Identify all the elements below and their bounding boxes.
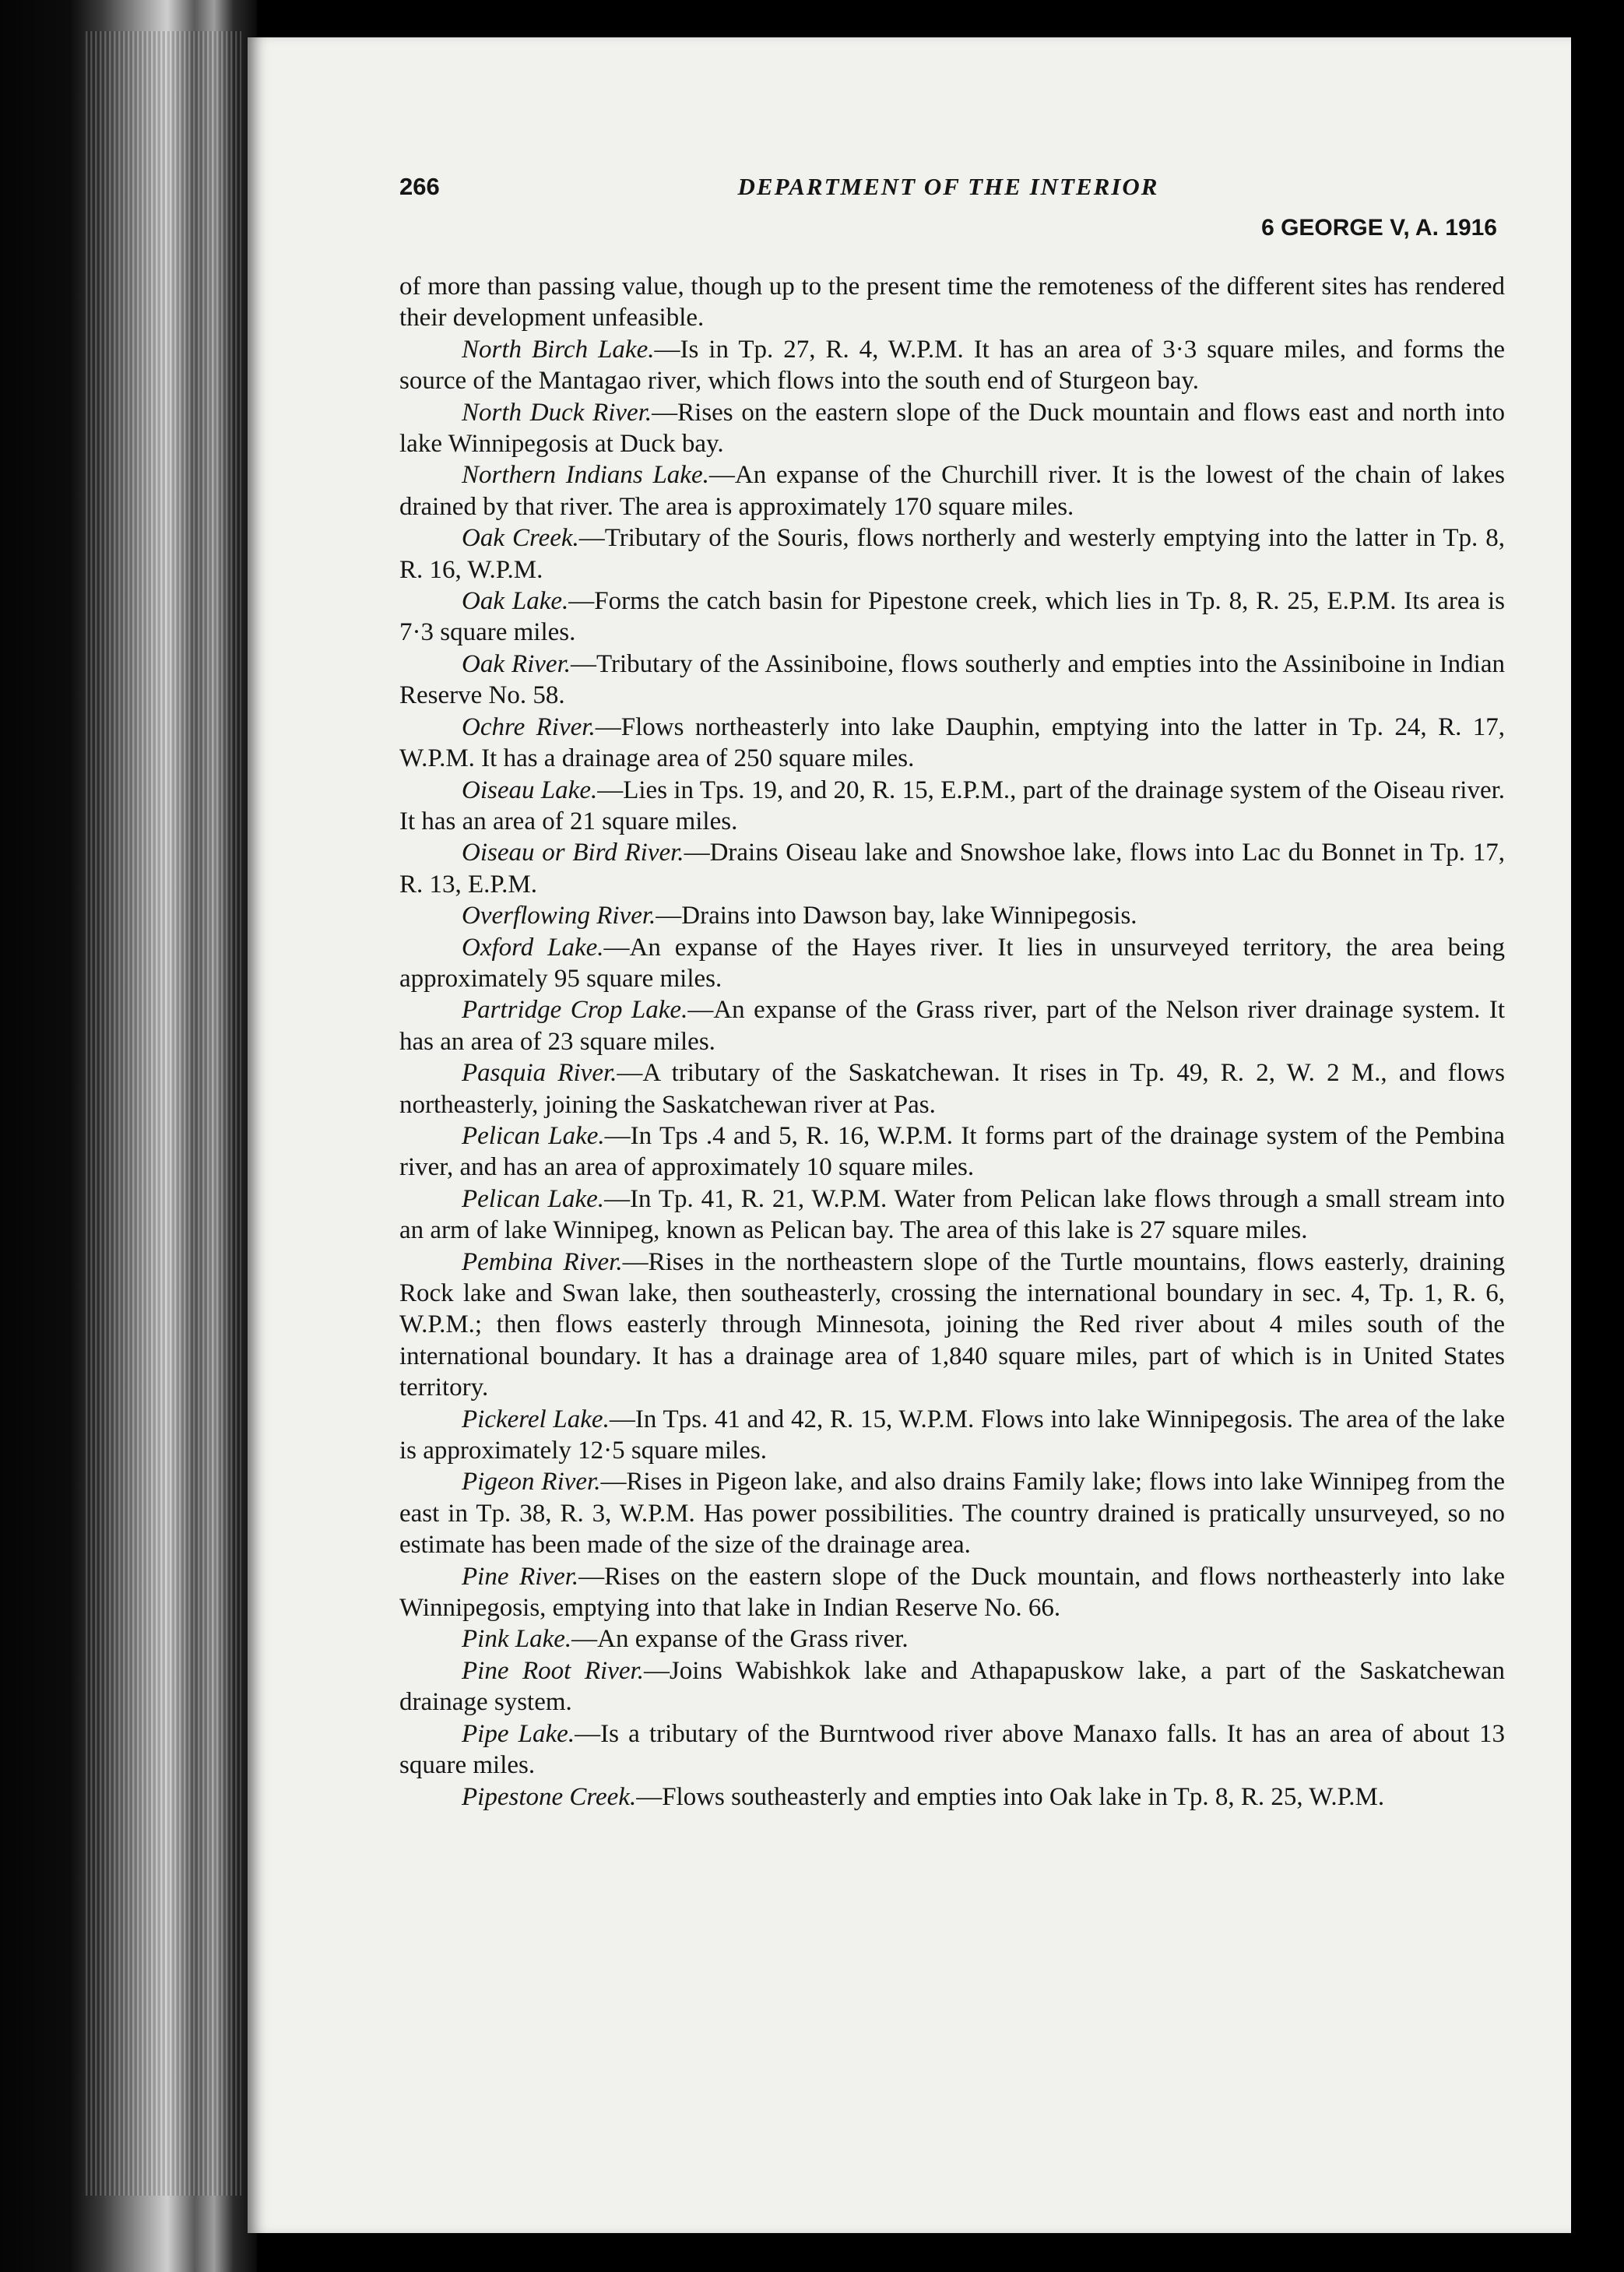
gazetteer-entry [399, 1183, 1505, 1247]
entry-description: —Is a tributary of the Burntwood river above Manaxo falls. It has an area of about 13 square miles. [399, 1719, 1506, 1780]
entry-term: Oak Creek. [462, 524, 579, 553]
book-binding-shadow [0, 0, 257, 2272]
gazetteer-entry [399, 932, 1505, 995]
gazetteer-entry [399, 334, 1505, 397]
gazetteer-entry [399, 712, 1505, 775]
entry-term: Pelican Lake. [462, 1184, 605, 1213]
gazetteer-entries [399, 334, 1505, 1813]
gazetteer-entry [399, 1247, 1505, 1404]
entry-description: —In Tps. 41 and 42, R. 15, W.P.M. Flows into lake Winnipegosis. The area of the lake is approximately 12·5 square miles. [399, 1405, 1505, 1465]
gazetteer-entry [399, 649, 1505, 712]
entry-description: —Forms the catch basin for Pipestone creek, which lies in Tp. 8, R. 25, E.P.M. Its area is 7·3 square miles. [399, 587, 1505, 647]
entry-description: —In Tp. 41, R. 21, W.P.M. Water from Pelican lake flows through a small stream into an arm of lake Winnipeg, known as Pelican bay. The area of this lake is 27 square miles. [399, 1184, 1506, 1245]
document-page [248, 37, 1571, 2233]
gazetteer-entry [399, 586, 1505, 649]
entry-description: —Lies in Tps. 19, and 20, R. 15, E.P.M., part of the drainage system of the Oiseau river. It has an area of 21 square miles. [399, 776, 1506, 835]
entry-description: —Rises on the eastern slope of the Duck mountain and flows east and north into lake Winnipegosis at Duck bay. [399, 398, 1505, 459]
continuation-paragraph: of more than passing value, though up to the present time the remoteness of the different sites has rendered their development unfeasible. [399, 273, 1505, 332]
entry-term: North Duck River. [462, 398, 652, 427]
entry-description: —An expanse of the Churchill river. It is the lowest of the chain of lakes drained by that river. The area is approximately 170 square miles. [399, 461, 1505, 521]
entry-term: Pasquia River. [462, 1059, 617, 1088]
gazetteer-entry [399, 994, 1505, 1057]
entry-term: Overflowing River. [462, 902, 656, 930]
entry-term: Ochre River. [462, 712, 596, 741]
gazetteer-entry [399, 1718, 1505, 1781]
entry-term: Oxford Lake. [462, 933, 604, 962]
gazetteer-entry [399, 1404, 1505, 1467]
gazetteer-entry [399, 775, 1505, 838]
gazetteer-entry [399, 1057, 1505, 1120]
binding-texture [86, 31, 241, 2196]
entry-term: Oak River. [462, 649, 571, 678]
running-head: DEPARTMENT OF THE INTERIOR [737, 173, 1159, 200]
entry-description: —An expanse of the Grass river. [571, 1625, 909, 1654]
entry-term: Pine River. [462, 1562, 579, 1591]
entry-description: —Joins Wabishkok lake and Athapapuskow lake, a part of the Saskatchewan drainage system. [399, 1656, 1505, 1717]
gazetteer-entry [399, 900, 1505, 931]
gazetteer-entry [399, 1466, 1505, 1560]
entry-description: —Flows southeasterly and empties into Oak lake in Tp. 8, R. 25, W.P.M. [636, 1782, 1385, 1811]
entry-term: Pipestone Creek. [462, 1782, 637, 1811]
gazetteer-entry [399, 837, 1505, 900]
entry-term: Pickerel Lake. [462, 1405, 610, 1433]
gazetteer-entry [399, 522, 1505, 586]
entry-term: North Birch Lake. [462, 335, 655, 364]
body-text [399, 271, 1505, 1813]
entry-term: Oak Lake. [462, 587, 569, 616]
entry-description: —Tributary of the Souris, flows northerly and westerly emptying into the latter in Tp. 8, R. 16, W.P.M. [399, 524, 1505, 584]
gazetteer-entry [399, 1655, 1505, 1718]
entry-term: Northern Indians Lake. [462, 461, 709, 490]
entry-description: —Rises on the eastern slope of the Duck mountain, and flows northeasterly into lake Winnipegosis, emptying into that lake in Indian Reserve No. 66. [399, 1562, 1506, 1623]
entry-term: Pine Root River. [462, 1656, 644, 1685]
entry-description: —Drains into Dawson bay, lake Winnipegosis. [656, 902, 1137, 930]
entry-description: —An expanse of the Hayes river. It lies in unsurveyed territory, the area being approximately 95 square miles. [399, 933, 1505, 993]
entry-term: Pipe Lake. [462, 1719, 575, 1748]
entry-term: Pink Lake. [462, 1625, 572, 1654]
entry-term: Partridge Crop Lake. [462, 996, 688, 1025]
entry-term: Pigeon River. [462, 1468, 601, 1496]
gazetteer-entry [399, 1561, 1505, 1624]
entry-term: Pembina River. [462, 1247, 623, 1276]
gazetteer-entry [399, 459, 1505, 522]
entry-description: —Rises in the northeastern slope of the Turtle mountains, flows easterly, draining Rock lake and Swan lake, then southeasterly, crossing the international boundary in sec. 4, Tp. 1, R. 6, W.P.M.; then flows easterly through Minnesota, joining the Red river about 4 miles south of the international boundary. It has a drainage area of 1,840 square miles, part of which is in United States territory. [399, 1247, 1505, 1402]
entry-term: Oiseau or Bird River. [462, 839, 684, 867]
entry-description: —A tributary of the Saskatchewan. It rises in Tp. 49, R. 2, W. 2 M., and flows northeasterly, joining the Saskatchewan river at Pas. [399, 1059, 1505, 1119]
gazetteer-entry [399, 1120, 1505, 1183]
entry-term: Oiseau Lake. [462, 776, 598, 804]
session-reference: 6 GEORGE V, A. 1916 [1261, 215, 1497, 241]
gazetteer-entry [399, 1623, 1505, 1655]
gazetteer-entry [399, 1781, 1505, 1813]
entry-description: —Flows northeasterly into lake Dauphin, emptying into the latter in Tp. 24, R. 17, W.P.M. It has a drainage area of 250 square miles. [399, 712, 1505, 773]
entry-description: —Tributary of the Assiniboine, flows southerly and empties into the Assiniboine in Indian Reserve No. 58. [399, 649, 1505, 710]
gazetteer-entry [399, 397, 1505, 460]
entry-description: —Drains Oiseau lake and Snowshoe lake, flows into Lac du Bonnet in Tp. 17, R. 13, E.P.M. [399, 839, 1505, 899]
entry-description: —Rises in Pigeon lake, and also drains Family lake; flows into lake Winnipeg from the east in Tp. 38, R. 3, W.P.M. Has power possibilities. The country drained is pratically unsurveyed, so no estimate has been made of the size of the drainage area. [399, 1468, 1505, 1560]
page-number: 266 [399, 173, 440, 200]
entry-description: —Is in Tp. 27, R. 4, W.P.M. It has an area of 3·3 square miles, and forms the source of the Mantagao river, which flows into the south end of Sturgeon bay. [399, 335, 1505, 396]
entry-description: —An expanse of the Grass river, part of the Nelson river drainage system. It has an area of 23 square miles. [399, 996, 1505, 1056]
entry-description: —In Tps .4 and 5, R. 16, W.P.M. It forms part of the drainage system of the Pembina river, and has an area of approximately 10 square miles. [399, 1121, 1506, 1182]
entry-term: Pelican Lake. [462, 1121, 605, 1150]
page-header [399, 173, 1497, 241]
